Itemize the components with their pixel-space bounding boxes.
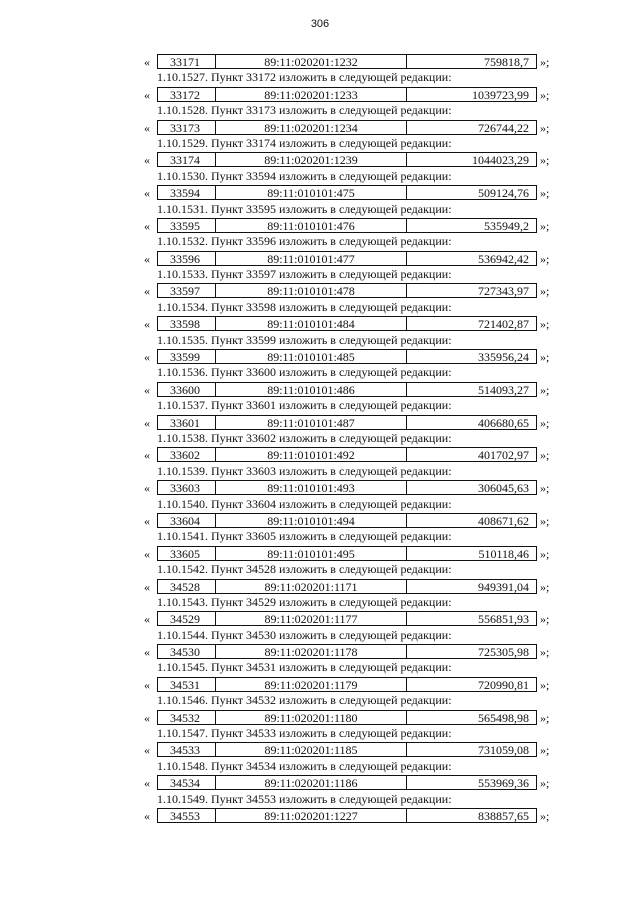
close-quote: »; bbox=[540, 808, 550, 823]
entry-row bbox=[0, 742, 640, 758]
cadastral-number-cell: 89:11:010101:476 bbox=[216, 219, 407, 232]
close-quote: »; bbox=[540, 120, 550, 135]
amendment-caption: 1.10.1529. Пункт 33174 изложить в следующей редакции: bbox=[157, 135, 452, 150]
value-cell: 1039723,99 bbox=[472, 87, 529, 101]
table-row bbox=[157, 480, 537, 495]
item-number-cell: 33599 bbox=[158, 350, 216, 363]
amendment-caption: 1.10.1539. Пункт 33603 изложить в следующей редакции: bbox=[157, 463, 452, 478]
open-quote: « bbox=[144, 218, 150, 233]
cadastral-number-cell: 89:11:010101:494 bbox=[216, 514, 407, 527]
amendment-caption: 1.10.1547. Пункт 34533 изложить в следующей редакции: bbox=[157, 726, 452, 741]
cadastral-number-cell: 89:11:020201:1227 bbox=[216, 809, 407, 822]
entry-row bbox=[0, 579, 640, 595]
amendment-caption-row bbox=[0, 431, 640, 447]
open-quote: « bbox=[144, 153, 150, 168]
cadastral-number-cell: 89:11:020201:1178 bbox=[216, 645, 407, 658]
item-number-cell: 33173 bbox=[158, 121, 216, 134]
cadastral-number-cell: 89:11:010101:478 bbox=[216, 284, 407, 297]
amendment-caption-row bbox=[0, 595, 640, 611]
item-number-cell: 34532 bbox=[158, 711, 216, 724]
close-quote: »; bbox=[540, 382, 550, 397]
open-quote: « bbox=[144, 776, 150, 791]
amendment-caption: 1.10.1540. Пункт 33604 изложить в следующей редакции: bbox=[157, 496, 452, 511]
open-quote: « bbox=[144, 415, 150, 430]
cadastral-number-cell: 89:11:020201:1185 bbox=[216, 743, 407, 756]
entry-row bbox=[0, 349, 640, 365]
value-cell: 721402,87 bbox=[478, 317, 529, 331]
amendment-caption-row bbox=[0, 660, 640, 676]
item-number-cell: 34530 bbox=[158, 645, 216, 658]
close-quote: »; bbox=[540, 415, 550, 430]
value-cell: 306045,63 bbox=[478, 481, 529, 495]
table-row bbox=[157, 513, 537, 528]
open-quote: « bbox=[144, 677, 150, 692]
open-quote: « bbox=[144, 87, 150, 102]
amendment-caption: 1.10.1537. Пункт 33601 изложить в следующей редакции: bbox=[157, 398, 452, 413]
item-number-cell: 34529 bbox=[158, 612, 216, 625]
table-row bbox=[157, 677, 537, 692]
value-cell: 335956,24 bbox=[478, 350, 529, 364]
value-cell: 535949,2 bbox=[484, 218, 529, 232]
amendment-caption: 1.10.1530. Пункт 33594 изложить в следующей редакции: bbox=[157, 168, 452, 183]
item-number-cell: 33600 bbox=[158, 383, 216, 396]
cadastral-number-cell: 89:11:010101:485 bbox=[216, 350, 407, 363]
entry-row bbox=[0, 611, 640, 627]
item-number-cell: 34553 bbox=[158, 809, 216, 822]
value-cell: 509124,76 bbox=[478, 186, 529, 200]
amendment-caption-row bbox=[0, 333, 640, 349]
open-quote: « bbox=[144, 186, 150, 201]
open-quote: « bbox=[144, 251, 150, 266]
entry-row bbox=[0, 677, 640, 693]
amendment-caption-row bbox=[0, 202, 640, 218]
cadastral-number-cell: 89:11:020201:1233 bbox=[216, 88, 407, 101]
entry-row bbox=[0, 513, 640, 529]
value-cell: 556851,93 bbox=[478, 612, 529, 626]
document-body bbox=[0, 54, 640, 824]
value-cell: 720990,81 bbox=[478, 677, 529, 691]
open-quote: « bbox=[144, 579, 150, 594]
value-cell: 565498,98 bbox=[478, 710, 529, 724]
entry-row bbox=[0, 480, 640, 496]
item-number-cell: 34531 bbox=[158, 678, 216, 691]
item-number-cell: 33595 bbox=[158, 219, 216, 232]
value-cell: 406680,65 bbox=[478, 415, 529, 429]
table-row bbox=[157, 415, 537, 430]
value-cell: 553969,36 bbox=[478, 776, 529, 790]
table-row bbox=[157, 579, 537, 594]
value-cell: 731059,08 bbox=[478, 743, 529, 757]
amendment-caption-row bbox=[0, 70, 640, 86]
amendment-caption: 1.10.1538. Пункт 33602 изложить в следующей редакции: bbox=[157, 430, 452, 445]
open-quote: « bbox=[144, 382, 150, 397]
close-quote: »; bbox=[540, 55, 550, 69]
close-quote: »; bbox=[540, 645, 550, 660]
cadastral-number-cell: 89:11:020201:1180 bbox=[216, 711, 407, 724]
amendment-caption-row bbox=[0, 792, 640, 808]
close-quote: »; bbox=[540, 481, 550, 496]
amendment-caption: 1.10.1548. Пункт 34534 изложить в следующей редакции: bbox=[157, 758, 452, 773]
page-number: 306 bbox=[310, 18, 330, 30]
cadastral-number-cell: 89:11:010101:484 bbox=[216, 317, 407, 330]
open-quote: « bbox=[144, 284, 150, 299]
open-quote: « bbox=[144, 645, 150, 660]
entry-row bbox=[0, 316, 640, 332]
amendment-caption: 1.10.1546. Пункт 34532 изложить в следующей редакции: bbox=[157, 693, 452, 708]
table-row bbox=[157, 120, 537, 135]
value-cell: 514093,27 bbox=[478, 382, 529, 396]
cadastral-number-cell: 89:11:010101:492 bbox=[216, 448, 407, 461]
entry-row bbox=[0, 120, 640, 136]
item-number-cell: 33594 bbox=[158, 186, 216, 199]
close-quote: »; bbox=[540, 710, 550, 725]
value-cell: 408671,62 bbox=[478, 513, 529, 527]
cadastral-number-cell: 89:11:020201:1186 bbox=[216, 776, 407, 789]
open-quote: « bbox=[144, 612, 150, 627]
item-number-cell: 33171 bbox=[158, 55, 216, 68]
value-cell: 725305,98 bbox=[478, 645, 529, 659]
entry-row bbox=[0, 382, 640, 398]
close-quote: »; bbox=[540, 186, 550, 201]
amendment-caption: 1.10.1528. Пункт 33173 изложить в следующей редакции: bbox=[157, 103, 452, 118]
amendment-caption: 1.10.1541. Пункт 33605 изложить в следующей редакции: bbox=[157, 529, 452, 544]
table-row bbox=[157, 775, 537, 790]
open-quote: « bbox=[144, 448, 150, 463]
amendment-caption-row bbox=[0, 497, 640, 513]
close-quote: »; bbox=[540, 513, 550, 528]
close-quote: »; bbox=[540, 448, 550, 463]
entry-row bbox=[0, 447, 640, 463]
open-quote: « bbox=[144, 808, 150, 823]
amendment-caption-row bbox=[0, 169, 640, 185]
amendment-caption: 1.10.1544. Пункт 34530 изложить в следующей редакции: bbox=[157, 627, 452, 642]
open-quote: « bbox=[144, 710, 150, 725]
amendment-caption: 1.10.1534. Пункт 33598 изложить в следующей редакции: bbox=[157, 299, 452, 314]
close-quote: »; bbox=[540, 612, 550, 627]
item-number-cell: 34534 bbox=[158, 776, 216, 789]
open-quote: « bbox=[144, 317, 150, 332]
amendment-caption: 1.10.1549. Пункт 34553 изложить в следующей редакции: bbox=[157, 791, 452, 806]
entry-row bbox=[0, 218, 640, 234]
cadastral-number-cell: 89:11:010101:495 bbox=[216, 547, 407, 560]
entry-row bbox=[0, 546, 640, 562]
amendment-caption-row bbox=[0, 726, 640, 742]
close-quote: »; bbox=[540, 677, 550, 692]
close-quote: »; bbox=[540, 284, 550, 299]
entry-row bbox=[0, 185, 640, 201]
amendment-caption: 1.10.1545. Пункт 34531 изложить в следующей редакции: bbox=[157, 660, 452, 675]
entry-row bbox=[0, 152, 640, 168]
close-quote: »; bbox=[540, 87, 550, 102]
close-quote: »; bbox=[540, 776, 550, 791]
value-cell: 759818,7 bbox=[484, 55, 529, 68]
table-row bbox=[157, 283, 537, 298]
item-number-cell: 34528 bbox=[158, 580, 216, 593]
amendment-caption-row bbox=[0, 464, 640, 480]
item-number-cell: 33604 bbox=[158, 514, 216, 527]
amendment-caption-row bbox=[0, 759, 640, 775]
open-quote: « bbox=[144, 743, 150, 758]
table-row bbox=[157, 54, 537, 69]
cadastral-number-cell: 89:11:010101:477 bbox=[216, 252, 407, 265]
open-quote: « bbox=[144, 120, 150, 135]
amendment-caption-row bbox=[0, 562, 640, 578]
amendment-caption: 1.10.1535. Пункт 33599 изложить в следующей редакции: bbox=[157, 332, 452, 347]
table-row bbox=[157, 447, 537, 462]
item-number-cell: 33174 bbox=[158, 153, 216, 166]
amendment-caption: 1.10.1533. Пункт 33597 изложить в следующей редакции: bbox=[157, 267, 452, 282]
item-number-cell: 33605 bbox=[158, 547, 216, 560]
cadastral-number-cell: 89:11:010101:475 bbox=[216, 186, 407, 199]
value-cell: 1044023,29 bbox=[472, 153, 529, 167]
table-row bbox=[157, 546, 537, 561]
entry-row bbox=[0, 775, 640, 791]
table-row bbox=[157, 644, 537, 659]
value-cell: 727343,97 bbox=[478, 284, 529, 298]
amendment-caption: 1.10.1527. Пункт 33172 изложить в следующей редакции: bbox=[157, 70, 452, 85]
entry-row bbox=[0, 283, 640, 299]
value-cell: 536942,42 bbox=[478, 251, 529, 265]
close-quote: »; bbox=[540, 153, 550, 168]
amendment-caption: 1.10.1543. Пункт 34529 изложить в следующей редакции: bbox=[157, 594, 452, 609]
entry-row bbox=[0, 710, 640, 726]
amendment-caption-row bbox=[0, 365, 640, 381]
close-quote: »; bbox=[540, 350, 550, 365]
item-number-cell: 33601 bbox=[158, 416, 216, 429]
close-quote: »; bbox=[540, 317, 550, 332]
entry-row bbox=[0, 87, 640, 103]
close-quote: »; bbox=[540, 546, 550, 561]
amendment-caption: 1.10.1532. Пункт 33596 изложить в следующей редакции: bbox=[157, 234, 452, 249]
close-quote: »; bbox=[540, 743, 550, 758]
table-row bbox=[157, 251, 537, 266]
table-row bbox=[157, 185, 537, 200]
cadastral-number-cell: 89:11:020201:1171 bbox=[216, 580, 407, 593]
item-number-cell: 33596 bbox=[158, 252, 216, 265]
table-row bbox=[157, 349, 537, 364]
value-cell: 726744,22 bbox=[478, 120, 529, 134]
amendment-caption-row bbox=[0, 529, 640, 545]
amendment-caption-row bbox=[0, 300, 640, 316]
item-number-cell: 33598 bbox=[158, 317, 216, 330]
open-quote: « bbox=[144, 481, 150, 496]
amendment-caption-row bbox=[0, 136, 640, 152]
cadastral-number-cell: 89:11:010101:493 bbox=[216, 481, 407, 494]
table-row bbox=[157, 611, 537, 626]
amendment-caption: 1.10.1542. Пункт 34528 изложить в следующей редакции: bbox=[157, 562, 452, 577]
amendment-caption-row bbox=[0, 693, 640, 709]
cadastral-number-cell: 89:11:020201:1234 bbox=[216, 121, 407, 134]
table-row bbox=[157, 87, 537, 102]
amendment-caption-row bbox=[0, 103, 640, 119]
amendment-caption-row bbox=[0, 628, 640, 644]
table-row bbox=[157, 710, 537, 725]
item-number-cell: 33597 bbox=[158, 284, 216, 297]
table-row bbox=[157, 316, 537, 331]
amendment-caption-row bbox=[0, 267, 640, 283]
item-number-cell: 33602 bbox=[158, 448, 216, 461]
table-row bbox=[157, 382, 537, 397]
amendment-caption-row bbox=[0, 398, 640, 414]
open-quote: « bbox=[144, 513, 150, 528]
close-quote: »; bbox=[540, 251, 550, 266]
open-quote: « bbox=[144, 350, 150, 365]
value-cell: 401702,97 bbox=[478, 448, 529, 462]
cadastral-number-cell: 89:11:010101:487 bbox=[216, 416, 407, 429]
close-quote: »; bbox=[540, 218, 550, 233]
cadastral-number-cell: 89:11:020201:1177 bbox=[216, 612, 407, 625]
table-row bbox=[157, 742, 537, 757]
entry-row-first bbox=[0, 54, 640, 70]
open-quote: « bbox=[144, 55, 150, 69]
amendment-caption: 1.10.1531. Пункт 33595 изложить в следующей редакции: bbox=[157, 201, 452, 216]
open-quote: « bbox=[144, 546, 150, 561]
close-quote: »; bbox=[540, 579, 550, 594]
table-row bbox=[157, 218, 537, 233]
item-number-cell: 33172 bbox=[158, 88, 216, 101]
item-number-cell: 33603 bbox=[158, 481, 216, 494]
cadastral-number-cell: 89:11:020201:1239 bbox=[216, 153, 407, 166]
amendment-caption-row bbox=[0, 234, 640, 250]
cadastral-number-cell: 89:11:020201:1179 bbox=[216, 678, 407, 691]
cadastral-number-cell: 89:11:010101:486 bbox=[216, 383, 407, 396]
table-row bbox=[157, 808, 537, 823]
entry-row bbox=[0, 644, 640, 660]
entry-row bbox=[0, 251, 640, 267]
entry-row bbox=[0, 415, 640, 431]
amendment-caption: 1.10.1536. Пункт 33600 изложить в следующей редакции: bbox=[157, 365, 452, 380]
cadastral-number-cell: 89:11:020201:1232 bbox=[216, 55, 407, 68]
value-cell: 949391,04 bbox=[478, 579, 529, 593]
value-cell: 510118,46 bbox=[478, 546, 529, 560]
item-number-cell: 34533 bbox=[158, 743, 216, 756]
value-cell: 838857,65 bbox=[478, 808, 529, 822]
entry-row bbox=[0, 808, 640, 824]
table-row bbox=[157, 152, 537, 167]
